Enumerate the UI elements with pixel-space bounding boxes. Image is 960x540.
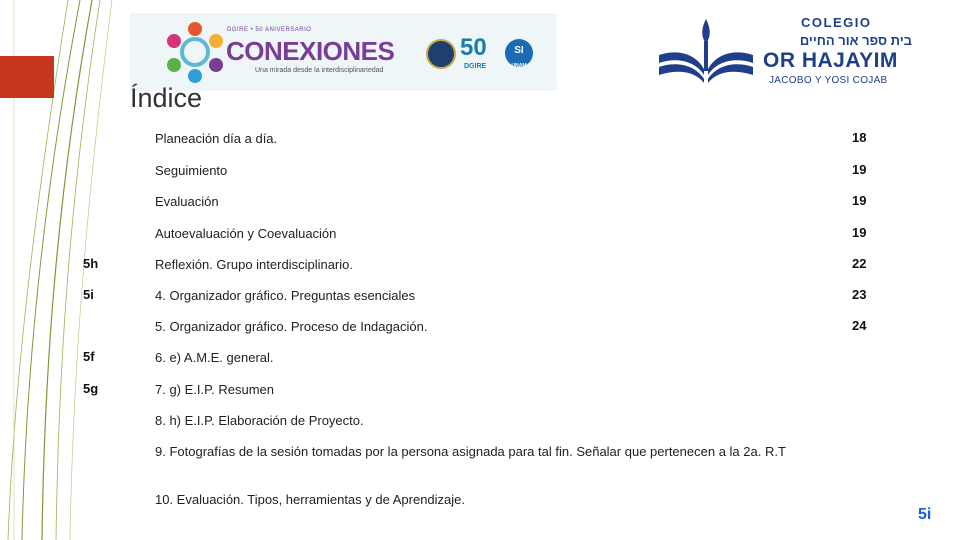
- index-page-number: 19: [852, 162, 867, 177]
- index-page-number: 18: [852, 130, 867, 145]
- index-entry: 6. e) A.M.E. general.: [155, 350, 274, 365]
- index-entry: Reflexión. Grupo interdisciplinario.: [155, 257, 353, 272]
- conexiones-title: CONEXIONES: [226, 36, 395, 66]
- page-title: Índice: [130, 83, 203, 113]
- hebrew-name: בית ספר אור החיים: [799, 33, 912, 48]
- index-entry: 5. Organizador gráfico. Proceso de Indagación.: [155, 319, 428, 334]
- conexiones-subtitle: Una mirada desde la interdisciplinariedad: [255, 67, 384, 74]
- red-accent-tab: [0, 56, 54, 98]
- index-code: 5i: [83, 287, 94, 302]
- index-entry: Seguimiento: [155, 163, 228, 178]
- dgire-label: DGIRE: [464, 63, 487, 70]
- book-flame-emblem-icon: [657, 15, 755, 90]
- si-logo: [505, 39, 533, 67]
- si-label: SI: [514, 45, 524, 56]
- colegio-logo: [657, 15, 912, 90]
- index-page-number: 24: [852, 318, 867, 333]
- index-entry: 8. h) E.I.P. Elaboración de Proyecto.: [155, 413, 364, 428]
- molecule-icon: [162, 19, 228, 85]
- index-code: 5f: [83, 349, 95, 364]
- conexiones-logo: [130, 13, 557, 91]
- index-entry: Evaluación: [155, 194, 219, 209]
- index-entry: Autoevaluación y Coevaluación: [155, 226, 337, 241]
- si-sub-label: UNAM: [511, 63, 527, 69]
- index-page-number: 23: [852, 287, 867, 302]
- index-page-number: 22: [852, 256, 867, 271]
- conexiones-small-text: DGIRE • 50 ANIVERSARIO: [227, 27, 312, 33]
- index-code: 5g: [83, 381, 99, 396]
- index-entry: 10. Evaluación. Tipos, herramientas y de Aprendizaje.: [155, 492, 466, 507]
- school-founders: JACOBO Y YOSI COJAB: [769, 75, 888, 86]
- colegio-label: COLEGIO: [801, 15, 872, 30]
- index-entry: 9. Fotografías de la sesión tomadas por la persona asignada para tal fin. Señalar que pertenecen a la 2a. R.T: [155, 444, 786, 459]
- index-page-number: 19: [852, 193, 867, 208]
- unam-seal-icon: [426, 39, 456, 69]
- index-entry: 4. Organizador gráfico. Preguntas esenciales: [155, 288, 416, 303]
- index-code: 5h: [83, 256, 99, 271]
- index-entry: Planeación día a día.: [155, 131, 278, 146]
- school-name: OR HAJAYIM: [763, 49, 898, 72]
- corner-code-label: 5i: [918, 506, 932, 523]
- fifty-years-mark: 50: [460, 34, 487, 61]
- index-entry: 7. g) E.I.P. Resumen: [155, 382, 274, 397]
- index-page-number: 19: [852, 225, 867, 240]
